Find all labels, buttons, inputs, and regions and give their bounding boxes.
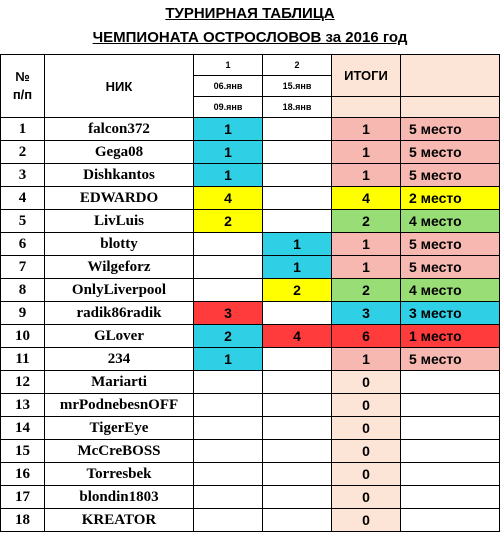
row-round2-score (263, 486, 332, 509)
row-round2-score (263, 509, 332, 532)
row-total: 0 (332, 440, 401, 463)
row-number: 9 (1, 302, 45, 325)
row-number: 13 (1, 394, 45, 417)
row-total: 4 (332, 187, 401, 210)
row-number: 12 (1, 371, 45, 394)
row-nick: LivLuis (45, 210, 194, 233)
row-total: 1 (332, 141, 401, 164)
row-nick: TigerEye (45, 417, 194, 440)
row-nick: mrPodnebesnOFF (45, 394, 194, 417)
row-place (401, 417, 500, 440)
row-round1-score (194, 279, 263, 302)
row-nick: falcon372 (45, 118, 194, 141)
row-number: 1 (1, 118, 45, 141)
row-total: 1 (332, 118, 401, 141)
row-place: 2 место (401, 187, 500, 210)
row-round2-score: 4 (263, 325, 332, 348)
row-round2-score (263, 440, 332, 463)
row-place: 3 место (401, 302, 500, 325)
row-round1-score: 1 (194, 141, 263, 164)
row-total: 0 (332, 371, 401, 394)
header-round2-date2: 18.янв (263, 97, 332, 118)
header-round1-date2: 09.янв (194, 97, 263, 118)
row-round2-score (263, 302, 332, 325)
row-place (401, 463, 500, 486)
row-number: 5 (1, 210, 45, 233)
row-round2-score (263, 463, 332, 486)
row-total: 2 (332, 279, 401, 302)
row-place: 5 место (401, 233, 500, 256)
table-row (1, 394, 500, 417)
row-round1-score (194, 394, 263, 417)
row-round1-score (194, 417, 263, 440)
row-place (401, 371, 500, 394)
row-round1-score: 1 (194, 348, 263, 371)
table-row (1, 486, 500, 509)
row-total: 0 (332, 463, 401, 486)
row-number: 6 (1, 233, 45, 256)
row-total: 2 (332, 210, 401, 233)
header-place (401, 55, 500, 97)
row-nick: Torresbek (45, 463, 194, 486)
row-number: 7 (1, 256, 45, 279)
row-round1-score: 4 (194, 187, 263, 210)
row-round2-score (263, 187, 332, 210)
table-row (1, 302, 500, 325)
table-row (1, 141, 500, 164)
row-number: 11 (1, 348, 45, 371)
table-row (1, 118, 500, 141)
row-round2-score (263, 164, 332, 187)
row-round1-score (194, 371, 263, 394)
table-row (1, 279, 500, 302)
table-row (1, 233, 500, 256)
row-total: 6 (332, 325, 401, 348)
row-number: 3 (1, 164, 45, 187)
row-number: 8 (1, 279, 45, 302)
row-place: 5 место (401, 256, 500, 279)
row-round1-score: 3 (194, 302, 263, 325)
table-row (1, 187, 500, 210)
header-round2-number: 2 (263, 55, 332, 76)
table-row (1, 325, 500, 348)
row-round1-score (194, 463, 263, 486)
row-place (401, 440, 500, 463)
row-round2-score (263, 394, 332, 417)
table-row (1, 256, 500, 279)
row-round1-score (194, 233, 263, 256)
row-place: 5 место (401, 141, 500, 164)
table-row (1, 164, 500, 187)
row-place (401, 394, 500, 417)
header-num: № п/п (1, 55, 45, 118)
table-row (1, 463, 500, 486)
row-nick: GLover (45, 325, 194, 348)
header-round2-date1: 15.янв (263, 76, 332, 97)
row-round1-score: 2 (194, 325, 263, 348)
row-place: 5 место (401, 348, 500, 371)
row-total: 1 (332, 256, 401, 279)
row-round2-score (263, 417, 332, 440)
row-number: 18 (1, 509, 45, 532)
header-totals-spacer (332, 97, 401, 118)
tournament-table (0, 54, 500, 532)
table-row (1, 440, 500, 463)
row-place: 1 место (401, 325, 500, 348)
row-round2-score (263, 141, 332, 164)
row-round2-score: 2 (263, 279, 332, 302)
row-nick: Gega08 (45, 141, 194, 164)
row-place: 4 место (401, 210, 500, 233)
header-row (1, 55, 500, 76)
row-total: 0 (332, 394, 401, 417)
row-nick: 234 (45, 348, 194, 371)
table-row (1, 417, 500, 440)
table-row (1, 371, 500, 394)
header-round1-date1: 06.янв (194, 76, 263, 97)
row-place (401, 509, 500, 532)
row-number: 2 (1, 141, 45, 164)
row-place: 5 место (401, 164, 500, 187)
row-nick: blotty (45, 233, 194, 256)
row-nick: EDWARDO (45, 187, 194, 210)
row-nick: OnlyLiverpool (45, 279, 194, 302)
table-row (1, 210, 500, 233)
row-round1-score: 1 (194, 164, 263, 187)
row-round1-score (194, 256, 263, 279)
row-round2-score (263, 118, 332, 141)
table-title-line1: ТУРНИРНАЯ ТАБЛИЦА (165, 5, 335, 22)
row-total: 0 (332, 509, 401, 532)
header-round1-number: 1 (194, 55, 263, 76)
table-row (1, 348, 500, 371)
row-total: 0 (332, 417, 401, 440)
row-nick: Wilgeforz (45, 256, 194, 279)
row-total: 3 (332, 302, 401, 325)
row-number: 10 (1, 325, 45, 348)
row-number: 4 (1, 187, 45, 210)
header-place-spacer (401, 97, 500, 118)
row-number: 16 (1, 463, 45, 486)
row-number: 17 (1, 486, 45, 509)
row-nick: blondin1803 (45, 486, 194, 509)
row-round1-score (194, 509, 263, 532)
row-number: 14 (1, 417, 45, 440)
row-round1-score (194, 486, 263, 509)
row-nick: Mariarti (45, 371, 194, 394)
header-nick: НИК (45, 55, 194, 118)
row-nick: Dishkantos (45, 164, 194, 187)
row-round2-score (263, 210, 332, 233)
row-total: 1 (332, 348, 401, 371)
row-round1-score: 1 (194, 118, 263, 141)
row-round1-score: 2 (194, 210, 263, 233)
row-nick: KREATOR (45, 509, 194, 532)
table-row (1, 509, 500, 532)
row-place (401, 486, 500, 509)
table-title-line2: ЧЕМПИОНАТА ОСТРОСЛОВОВ за 2016 год (92, 29, 408, 46)
row-round2-score: 1 (263, 233, 332, 256)
header-totals: ИТОГИ (332, 55, 401, 97)
row-total: 0 (332, 486, 401, 509)
row-nick: radik86radik (45, 302, 194, 325)
row-place: 5 место (401, 118, 500, 141)
row-total: 1 (332, 164, 401, 187)
row-place: 4 место (401, 279, 500, 302)
row-number: 15 (1, 440, 45, 463)
row-nick: McCreBOSS (45, 440, 194, 463)
row-round2-score: 1 (263, 256, 332, 279)
row-round2-score (263, 371, 332, 394)
row-total: 1 (332, 233, 401, 256)
row-round1-score (194, 440, 263, 463)
row-round2-score (263, 348, 332, 371)
